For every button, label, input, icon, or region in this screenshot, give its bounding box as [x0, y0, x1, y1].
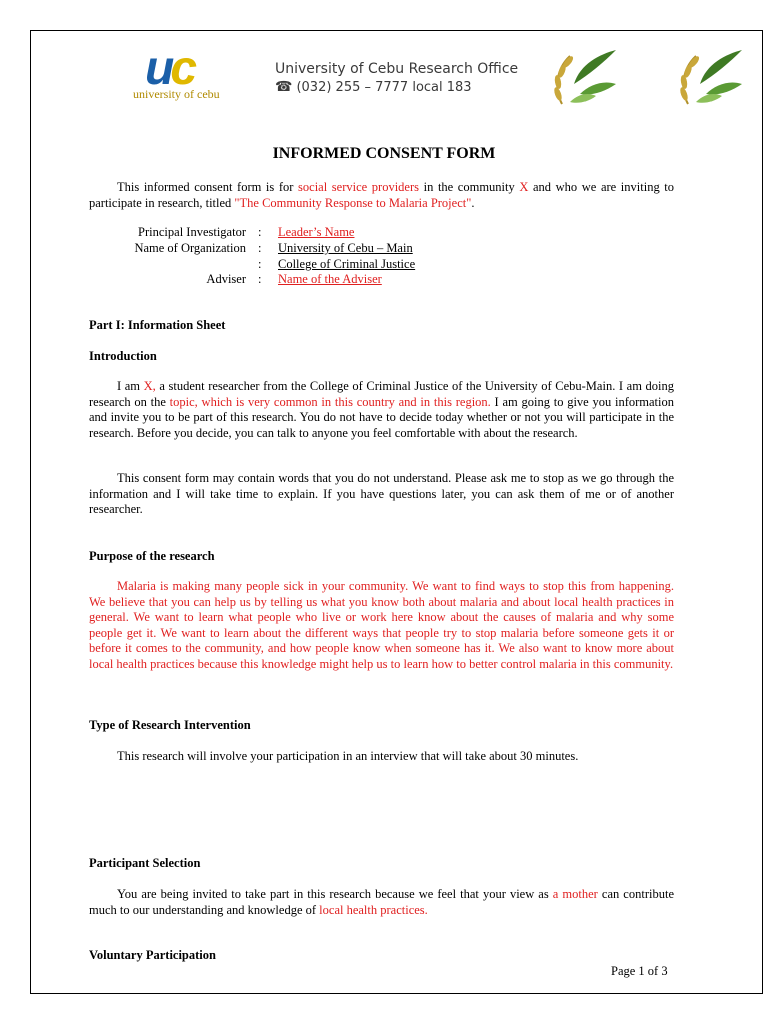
laurel-wreath-icon — [676, 44, 746, 114]
laurel-wreath-icon — [550, 44, 620, 114]
intervention-heading: Type of Research Intervention — [89, 718, 251, 732]
selection-paragraph: You are being invited to take part in this research because we feel that your view as a mother can contribute much to our understanding and knowledge of local health practices. — [89, 887, 674, 917]
org-contact-block — [275, 60, 535, 97]
document-title: INFORMED CONSENT FORM — [272, 145, 496, 162]
org-phone-line — [275, 78, 535, 97]
introduction-heading: Introduction — [89, 349, 157, 363]
introduction-paragraph: I am X, a student researcher from the College of Criminal Justice of the University of Cebu-Main. I am doing research on the topic, which is very common in this country and in this region. I am going to give you information and invite you to be part of this research. You do not have to decide today whether or not you will participate in the research. Before you decide, you can talk to anyone you feel comfortable with about the research. — [89, 379, 675, 440]
voluntary-heading: Voluntary Participation — [89, 948, 216, 962]
college-value: College of Criminal Justice — [278, 257, 416, 271]
org-phone: (032) 255 – 7777 local 183 — [296, 80, 472, 95]
logo-mark — [145, 42, 194, 95]
purpose-heading: Purpose of the research — [89, 549, 215, 563]
part-heading: Part I: Information Sheet — [89, 318, 226, 332]
page-number: Page 1 of 3 — [611, 964, 668, 978]
logo-letter-u: u — [145, 42, 171, 95]
org-name: University of Cebu Research Office — [275, 61, 519, 77]
phone-icon: ☎ — [275, 79, 293, 95]
organization-value: University of Cebu – Main — [278, 241, 413, 255]
consent-info-paragraph: This consent form may contain words that you do not understand. Please ask me to stop as we go through the information and I will take time to explain. If you have questions later, you can ask them of me or of another researcher. — [89, 471, 674, 516]
adviser-value: Name of the Adviser — [278, 272, 382, 286]
intro-paragraph: This informed consent form is for social service providers in the community X and who we are inviting to participate in research, titled "The Community Response to Malaria Project". — [89, 180, 675, 210]
logo-subtitle: university of cebu — [133, 87, 220, 101]
intervention-paragraph: This research will involve your participation in an interview that will take about 30 minutes. — [117, 749, 579, 763]
logo-letter-c: c — [170, 42, 194, 95]
purpose-paragraph: Malaria is making many people sick in your community. We want to find ways to stop this from happening. We believe that you can help us by telling us what you know both about malaria and about local health practices in general. We want to learn what people who live or work here know about the causes of malaria and why some people get it. We want to learn about the different ways that people try to stop malaria before someone gets it or before it comes to the community, and how people know when someone has it. We also want to know more about local health practices because this knowledge might help us to learn how to better control malaria in this community. — [89, 579, 674, 671]
principal-investigator-value: Leader’s Name — [278, 225, 355, 239]
university-logo — [133, 42, 241, 103]
selection-heading: Participant Selection — [89, 856, 201, 870]
